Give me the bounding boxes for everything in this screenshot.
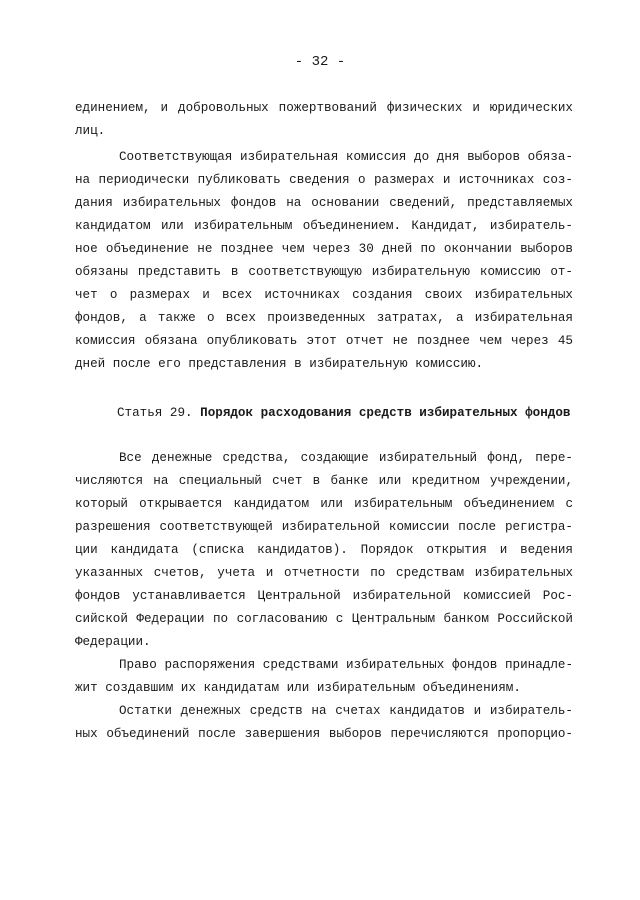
paragraph-line: Все денежные средства, создающие избирательный фонд, пере- [119, 451, 573, 465]
page-number: - 32 - [294, 54, 346, 70]
article-number: Статья 29. [117, 406, 193, 420]
paragraph-line: сийской Федерации по согласованию с Центральным банком Российской [75, 612, 573, 626]
paragraph-line: ции кандидата (списка кандидатов). Порядок открытия и ведения [75, 543, 573, 557]
paragraph-line: разрешения соответствующей избирательной комиссии после регистра- [75, 520, 573, 534]
paragraph-line: фондов устанавливается Центральной избирательной комиссией Рос- [75, 589, 573, 603]
paragraph-3 [75, 447, 573, 654]
paragraph-line: обязаны представить в соответствующую избирательную комиссию от- [75, 265, 573, 279]
paragraph-4 [75, 654, 573, 700]
paragraph-line: дней после его представления в избирательную комиссию. [75, 357, 484, 371]
paragraph-line: кандидатом или избирательным объединением. Кандидат, избиратель- [75, 219, 573, 233]
paragraph-line: единением, и добровольных пожертвований физических и юридических [75, 101, 573, 115]
paragraph-line: Право распоряжения средствами избирательных фондов принадле- [119, 658, 573, 672]
paragraph-line: Остатки денежных средств на счетах кандидатов и избиратель- [119, 704, 573, 718]
paragraph-2 [75, 146, 573, 376]
paragraph-5 [75, 700, 573, 746]
paragraph-line: ное объединение не позднее чем через 30 дней по окончании выборов [75, 242, 573, 256]
paragraph-line: лиц. [75, 124, 106, 138]
paragraph-line: который открывается кандидатом или избирательным объединением с [75, 497, 573, 511]
paragraph-line: Соответствующая избирательная комиссия до дня выборов обяза- [119, 150, 573, 164]
article-title: Порядок расходования средств избирательных фондов [200, 406, 571, 420]
paragraph-line: указанных счетов, учета и отчетности по средствам избирательных [75, 566, 573, 580]
paragraph-line: фондов, а также о всех произведенных затратах, а избирательная [75, 311, 573, 325]
paragraph-line: Федерации. [75, 635, 151, 649]
article-heading [117, 402, 570, 425]
paragraph-line: дания избирательных фондов на основании сведений, представляемых [75, 196, 573, 210]
paragraph-line: числяются на специальный счет в банке или кредитном учреждении, [75, 474, 573, 488]
paragraph-line: чет о размерах и всех источниках создания своих избирательных [75, 288, 573, 302]
paragraph-1 [75, 97, 573, 143]
paragraph-line: ных объединений после завершения выборов перечисляются пропорцио- [75, 727, 573, 741]
paragraph-line: жит создавшим их кандидатам или избирательным объединениям. [75, 681, 521, 695]
paragraph-line: на периодически публиковать сведения о размерах и источниках соз- [75, 173, 573, 187]
paragraph-line: комиссия обязана опубликовать этот отчет не позднее чем через 45 [75, 334, 573, 348]
